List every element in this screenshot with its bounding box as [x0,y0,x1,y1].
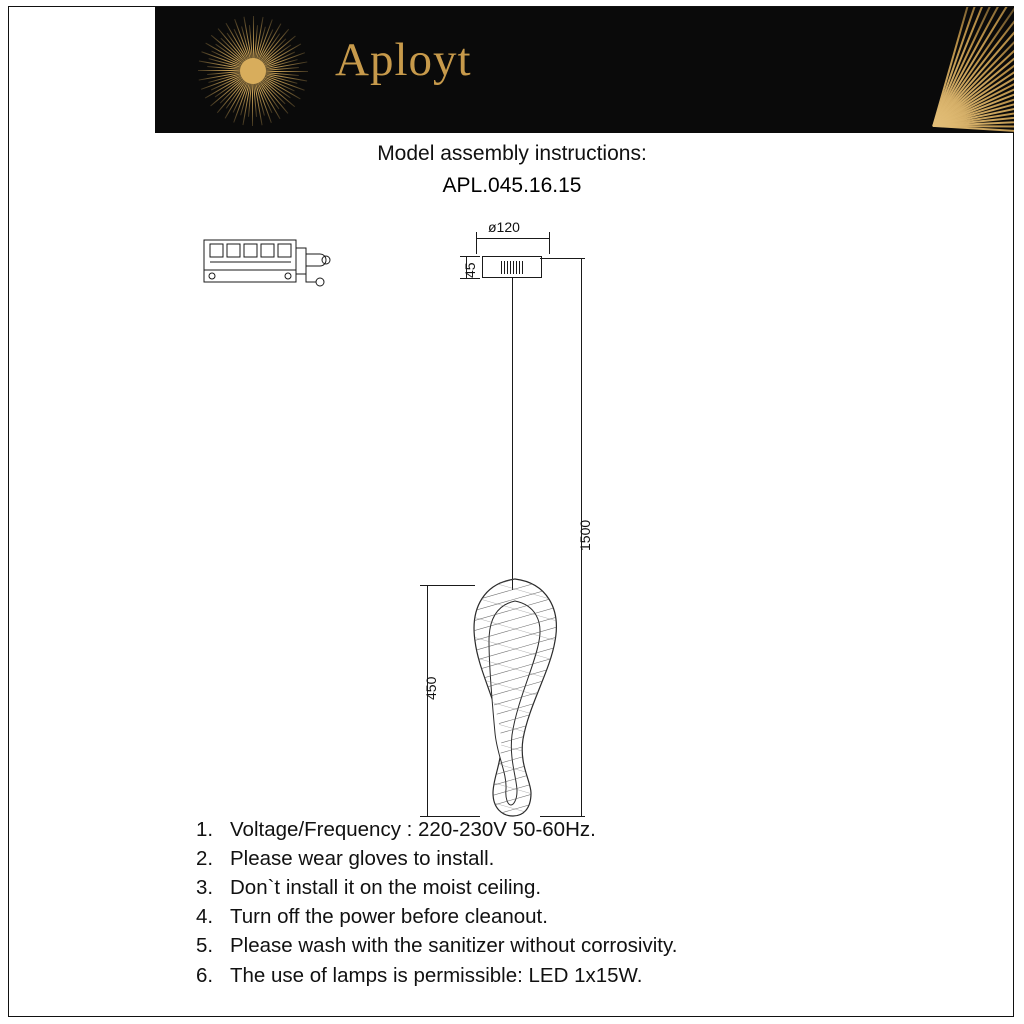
list-item [196,961,986,990]
terminal-block-icon [200,236,340,296]
instructions-list [196,815,986,990]
list-item-text: The use of lamps is permissible: LED 1x15W. [230,963,643,987]
list-item-number: 2. [196,847,214,871]
list-item-text: Please wash with the sanitizer without corrosivity. [230,934,678,958]
dim-shade-height: 450 [423,676,439,700]
dim-ext-right [549,232,550,254]
dim-canopy-height: 45 [462,262,478,278]
suspension-cable [512,278,513,590]
list-item-number: 6. [196,963,214,987]
canopy-hatch [501,261,525,274]
dim-tick-top [460,256,480,257]
list-item-text: Please wear gloves to install. [230,847,495,871]
dim-canopy-diameter: ø120 [488,219,520,235]
brand-name: Aployt [335,34,472,86]
list-item-number: 5. [196,934,214,958]
page-title: Model assembly instructions: [377,142,647,165]
list-item-number: 1. [196,818,214,841]
list-item [196,873,986,902]
list-item [196,815,986,844]
dim-line-shade [427,585,428,816]
dim-tick-bottom [460,278,480,279]
dim-ext-drop-top [540,258,585,259]
list-item-number: 3. [196,876,214,900]
model-code: APL.045.16.15 [442,174,582,197]
crystal-shade [455,575,575,820]
dim-ext-left [476,232,477,254]
list-item [196,931,986,960]
list-item [196,902,986,931]
list-item-text: Don`t install it on the moist ceiling. [230,876,542,900]
list-item-text: Turn off the power before cleanout. [230,905,548,929]
list-item-text: Voltage/Frequency : 220-230V 50-60Hz. [230,818,596,841]
dim-line-diameter [476,238,550,239]
dim-drop-length: 1500 [577,519,593,551]
list-item-number: 4. [196,905,214,929]
ceiling-canopy [482,256,542,278]
list-item [196,844,986,873]
